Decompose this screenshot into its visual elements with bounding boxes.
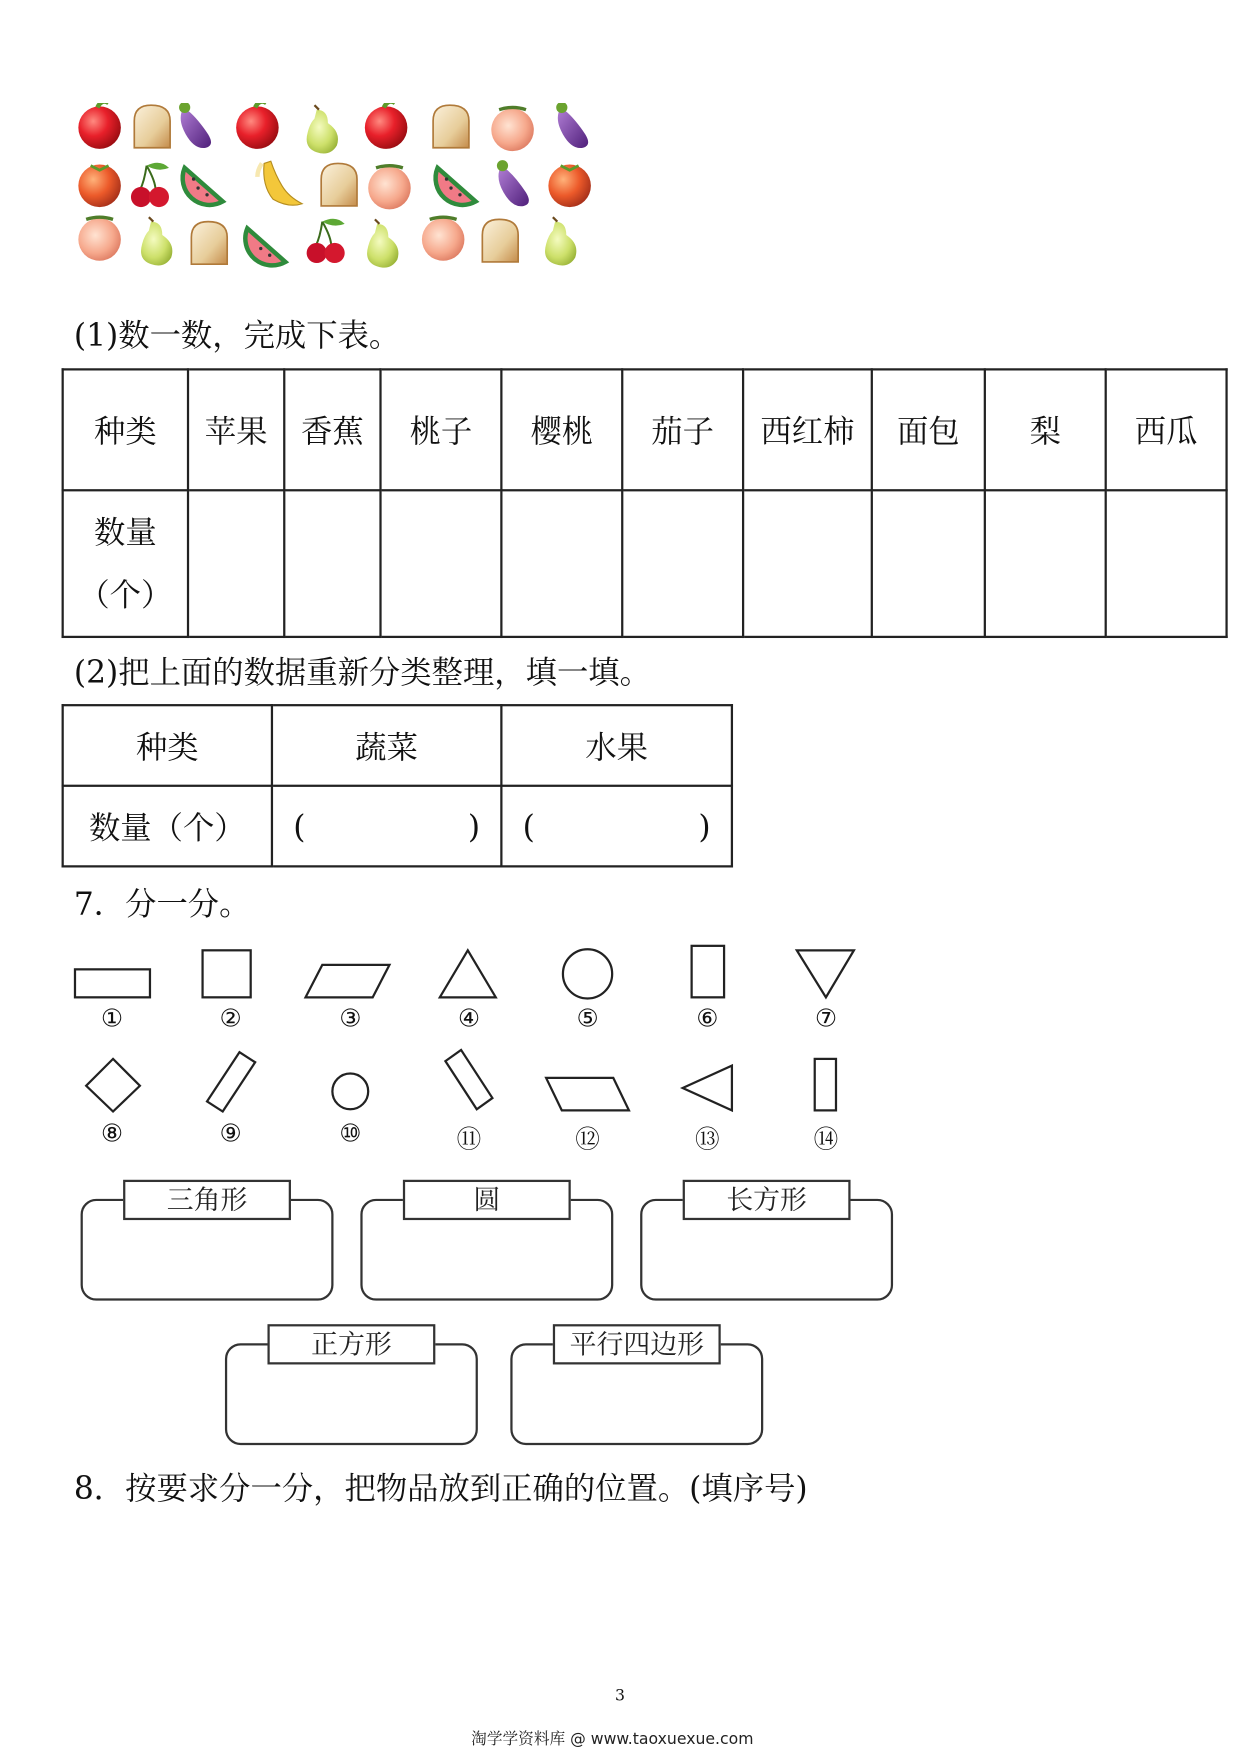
eggplant-icon [556, 103, 588, 148]
col-bread: 面包 [872, 369, 985, 490]
shape-11-rectangle-icon [445, 1050, 492, 1109]
kind-header: 种类 [63, 369, 188, 490]
pear-icon [141, 217, 172, 265]
square-tag: 正方形 [267, 1324, 435, 1364]
watermelon-icon [436, 168, 476, 205]
count-table [62, 368, 1228, 638]
shape-label-4: ④ [457, 1005, 480, 1034]
category-fruit: 水果 [501, 705, 732, 786]
shape-label-6: ⑥ [696, 1005, 719, 1034]
peach-icon [368, 166, 411, 210]
col-tomato: 西红柿 [743, 369, 872, 490]
peach-icon [491, 107, 534, 151]
shape-label-10: ⑩ [339, 1120, 362, 1149]
bread-icon [482, 219, 518, 262]
tomato-icon [78, 165, 121, 208]
category-table [62, 704, 733, 867]
triangle-tag: 三角形 [123, 1180, 291, 1220]
apple-icon [236, 103, 279, 149]
shape-label-11: ⑪ [456, 1126, 482, 1155]
circle-tag: 圆 [403, 1180, 571, 1220]
shape-5-circle-icon [563, 949, 612, 998]
col-apple: 苹果 [188, 369, 284, 490]
source-watermark: 淘学学资料库 @ www.taoxuexue.com [471, 1730, 754, 1749]
part1-title: (1)数一数，完成下表。 [73, 316, 401, 354]
count-cell-tomato[interactable] [743, 490, 872, 637]
apple-icon [365, 103, 408, 149]
col-watermelon: 西瓜 [1106, 369, 1227, 490]
col-peach: 桃子 [381, 369, 502, 490]
shape-label-13: ⑬ [694, 1126, 720, 1155]
vegetable-answer-cell[interactable] [272, 786, 501, 867]
shape-7-triangle-icon [797, 950, 854, 997]
close-paren: ) [698, 807, 711, 845]
count-cell-eggplant[interactable] [622, 490, 743, 637]
col-cherry: 樱桃 [501, 369, 622, 490]
pear-icon [307, 105, 338, 153]
watermelon-icon [183, 168, 223, 205]
col-banana: 香蕉 [284, 369, 380, 490]
count-header [63, 490, 188, 637]
shape-14-rectangle-icon [815, 1059, 836, 1110]
shape-13-triangle-icon [683, 1066, 732, 1111]
parallelogram-tag: 平行四边形 [553, 1324, 721, 1364]
shape-6-rectangle-icon [692, 946, 724, 997]
apple-icon [78, 103, 121, 149]
shape-label-2: ② [219, 1005, 242, 1034]
shape-4-triangle-icon [440, 950, 496, 997]
col-pear: 梨 [985, 369, 1106, 490]
tomato-icon [548, 165, 591, 208]
shape-label-1: ① [100, 1005, 123, 1034]
cherry-icon [131, 163, 169, 207]
category-vegetable: 蔬菜 [272, 705, 501, 786]
count-cell-cherry[interactable] [501, 490, 622, 637]
open-paren: ( [293, 807, 306, 845]
peach-icon [422, 217, 465, 261]
items-picture [73, 103, 605, 271]
shape-label-3: ③ [339, 1005, 362, 1034]
count-cell-bread[interactable] [872, 490, 985, 637]
count-cell-banana[interactable] [284, 490, 380, 637]
count-cell-apple[interactable] [188, 490, 284, 637]
eggplant-icon [497, 160, 529, 206]
category-count-header: 数量（个） [63, 786, 272, 867]
pear-icon [545, 217, 576, 265]
category-kind-header: 种类 [63, 705, 272, 786]
shape-label-5: ⑤ [576, 1005, 599, 1034]
count-cell-pear[interactable] [985, 490, 1106, 637]
shape-12-parallelogram-icon [546, 1078, 629, 1110]
shape-label-14: ⑭ [813, 1126, 839, 1155]
count-cell-watermelon[interactable] [1106, 490, 1227, 637]
q7-title: 7．分一分。 [73, 885, 251, 923]
close-paren: ) [467, 807, 481, 845]
eggplant-icon [179, 103, 211, 148]
rectangle-tag: 长方形 [683, 1180, 851, 1220]
shape-label-9: ⑨ [219, 1120, 242, 1149]
open-paren: ( [522, 807, 535, 845]
page-number: 3 [614, 1686, 625, 1705]
items-picture-svg [73, 103, 605, 271]
shape-1-rectangle-icon [75, 969, 150, 997]
shape-9-rectangle-icon [207, 1052, 255, 1111]
shape-label-7: ⑦ [814, 1005, 837, 1034]
cherry-icon [307, 219, 345, 263]
shape-2-square-icon [203, 950, 251, 997]
q8-title: 8．按要求分一分，把物品放到正确的位置。(填序号) [73, 1469, 808, 1507]
banana-icon [257, 161, 302, 205]
bread-icon [433, 105, 469, 148]
pear-icon [367, 219, 398, 267]
col-eggplant: 茄子 [622, 369, 743, 490]
peach-icon [78, 217, 121, 261]
part2-title: (2)把上面的数据重新分类整理，填一填。 [73, 653, 651, 691]
fruit-answer-cell[interactable] [501, 786, 732, 867]
shape-8-square-icon [86, 1059, 140, 1112]
shape-label-8: ⑧ [100, 1120, 123, 1149]
count-header-line2: （个） [78, 575, 173, 613]
shape-10-circle-icon [332, 1073, 368, 1109]
watermelon-icon [245, 228, 285, 265]
shape-3-parallelogram-icon [306, 965, 390, 997]
bread-icon [321, 163, 357, 206]
bread-icon [191, 222, 227, 265]
count-header-line1: 数量 [93, 513, 157, 551]
count-cell-peach[interactable] [381, 490, 502, 637]
bread-icon [134, 105, 170, 148]
shape-label-12: ⑫ [575, 1126, 600, 1155]
